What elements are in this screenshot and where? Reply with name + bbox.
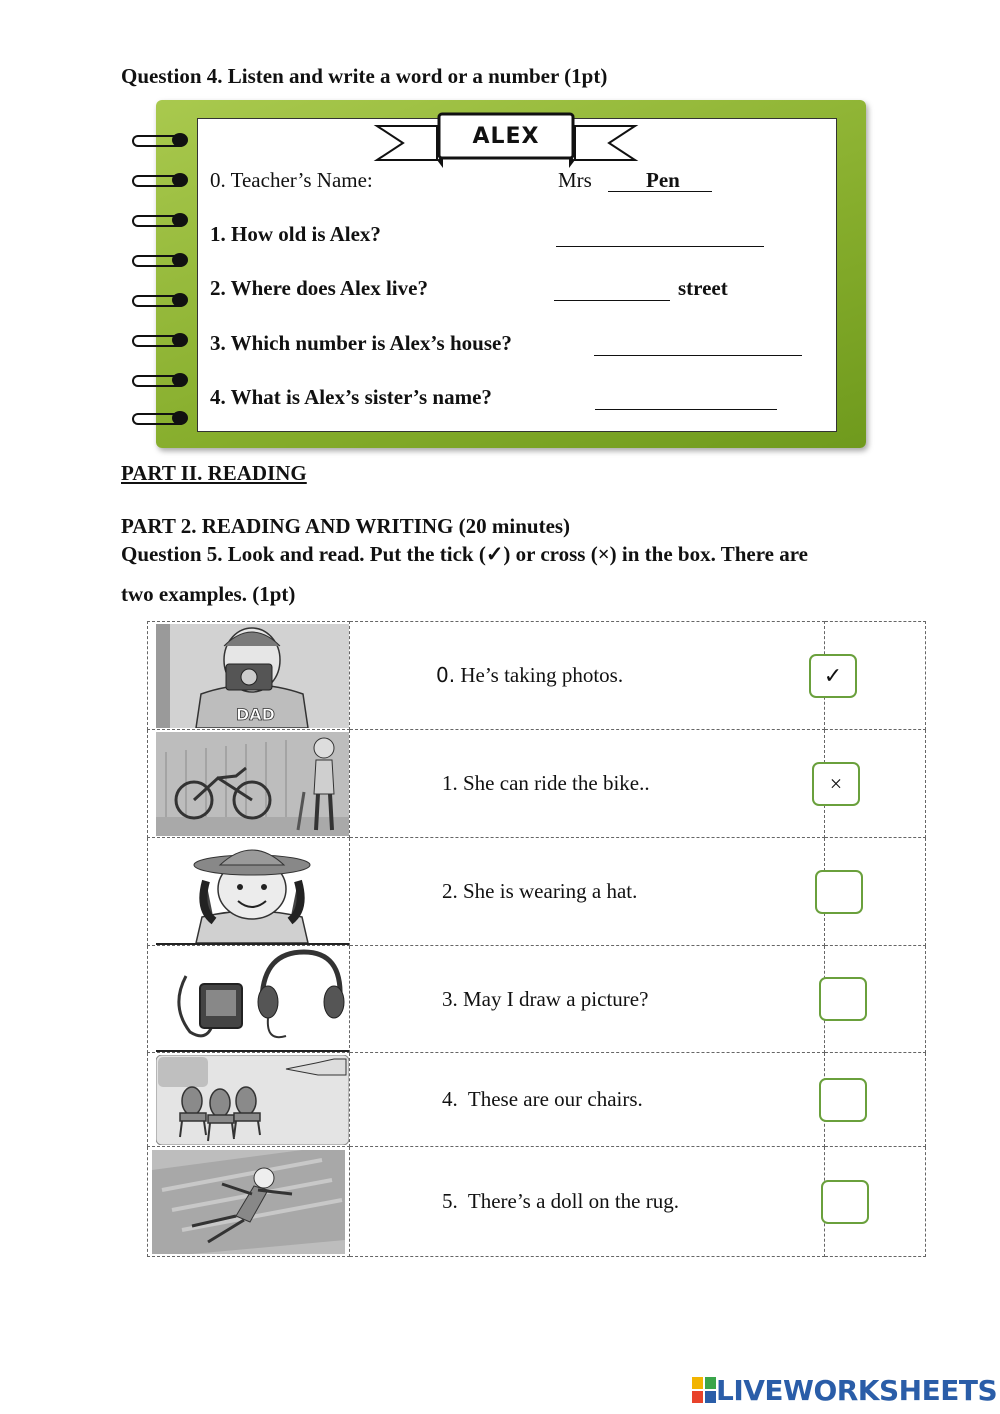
statement-text: There’s a doll on the rug. bbox=[467, 1189, 679, 1213]
answer-box-cell bbox=[825, 838, 926, 946]
statement-number: 4. bbox=[442, 1087, 458, 1111]
statement-text: She can ride the bike.. bbox=[463, 771, 650, 795]
answer-box[interactable] bbox=[819, 977, 867, 1021]
doll-rug-picture bbox=[152, 1150, 345, 1254]
alex-banner bbox=[373, 112, 639, 168]
brand-name: LIVEWORKSHEETS bbox=[716, 1373, 998, 1407]
spiral-ring-icon bbox=[130, 132, 192, 148]
answer-box-cell bbox=[825, 730, 926, 838]
statement-cell bbox=[350, 946, 825, 1053]
example-answer: Pen bbox=[646, 168, 680, 192]
answer-4-blank[interactable] bbox=[595, 409, 777, 410]
picture-cell bbox=[148, 622, 350, 730]
statement-text: He’s taking photos. bbox=[460, 663, 624, 687]
spiral-ring-icon bbox=[130, 252, 192, 268]
table-row bbox=[148, 946, 926, 1053]
statement-cell bbox=[350, 838, 825, 946]
spiral-ring-icon bbox=[130, 172, 192, 188]
statement-number: 0. bbox=[436, 663, 456, 687]
question-4: 4. What is Alex’s sister’s name? bbox=[210, 385, 492, 409]
table-row bbox=[148, 838, 926, 946]
table-row bbox=[148, 622, 926, 730]
answer-box-cell bbox=[825, 1147, 926, 1257]
part-2-reading-heading: PART II. READING bbox=[121, 461, 307, 485]
question-2: 2. Where does Alex live? bbox=[210, 276, 428, 300]
statement-text: These are our chairs. bbox=[467, 1087, 643, 1111]
question-5-table bbox=[147, 621, 926, 1257]
picture-cell bbox=[148, 946, 350, 1053]
statement-number: 2. bbox=[442, 879, 458, 903]
spiral-ring-icon bbox=[130, 410, 192, 426]
liveworksheets-logo-icon bbox=[692, 1377, 716, 1403]
street-label: street bbox=[678, 276, 728, 300]
boy-camera-picture bbox=[156, 624, 349, 728]
statement-cell bbox=[350, 1147, 825, 1257]
girl-hat-picture bbox=[156, 839, 349, 945]
part-2-subheading: PART 2. READING AND WRITING (20 minutes) bbox=[121, 514, 571, 538]
answer-1-blank[interactable] bbox=[556, 246, 764, 247]
answer-box[interactable] bbox=[821, 1180, 869, 1224]
question-3: 3. Which number is Alex’s house? bbox=[210, 331, 512, 355]
answer-box-cell bbox=[825, 622, 926, 730]
alex-notebook-card bbox=[128, 100, 870, 450]
table-row bbox=[148, 730, 926, 838]
example-prefix: Mrs bbox=[558, 168, 592, 192]
statement-number: 3. bbox=[442, 986, 458, 1011]
statement-cell bbox=[350, 1053, 825, 1147]
statement-text: She is wearing a hat. bbox=[463, 879, 638, 903]
picture-cell bbox=[148, 1053, 350, 1147]
picture-cell bbox=[148, 1147, 350, 1257]
picture-cell bbox=[148, 730, 350, 838]
banner-title: ALEX bbox=[472, 124, 540, 149]
chairs-picture bbox=[156, 1055, 349, 1145]
spiral-ring-icon bbox=[130, 292, 192, 308]
girl-bike-picture bbox=[156, 732, 349, 836]
statement-number: 1. bbox=[442, 771, 458, 795]
answer-box[interactable] bbox=[819, 1078, 867, 1122]
answer-2-blank[interactable] bbox=[554, 300, 670, 301]
spiral-ring-icon bbox=[130, 372, 192, 388]
cross-box[interactable]: × bbox=[812, 762, 860, 806]
statement-number: 5. bbox=[442, 1189, 458, 1213]
statement-cell bbox=[350, 730, 825, 838]
answer-3-blank[interactable] bbox=[594, 355, 802, 356]
answer-box-cell bbox=[825, 946, 926, 1053]
svg-text:DAD: DAD bbox=[236, 704, 275, 724]
question-1: 1. How old is Alex? bbox=[210, 222, 381, 246]
statement-cell bbox=[350, 622, 825, 730]
statement-text: May I draw a picture? bbox=[463, 986, 649, 1011]
liveworksheets-logo bbox=[692, 1374, 997, 1406]
answer-box[interactable] bbox=[815, 870, 863, 914]
tick-box[interactable]: ✓ bbox=[809, 654, 857, 698]
answer-box-cell bbox=[825, 1053, 926, 1147]
spiral-ring-icon bbox=[130, 212, 192, 228]
table-row bbox=[148, 1053, 926, 1147]
question-4-heading: Question 4. Listen and write a word or a number (1pt) bbox=[121, 64, 608, 88]
picture-cell bbox=[148, 838, 350, 946]
question-5-heading-line2: two examples. (1pt) bbox=[121, 582, 296, 606]
example-label: 0. Teacher’s Name: bbox=[210, 168, 373, 192]
spiral-ring-icon bbox=[130, 332, 192, 348]
tablet-headphones-picture bbox=[156, 946, 349, 1052]
table-row bbox=[148, 1147, 926, 1257]
question-5-heading-line1: Question 5. Look and read. Put the tick (✓) or cross (×) in the box. There are bbox=[121, 542, 808, 566]
